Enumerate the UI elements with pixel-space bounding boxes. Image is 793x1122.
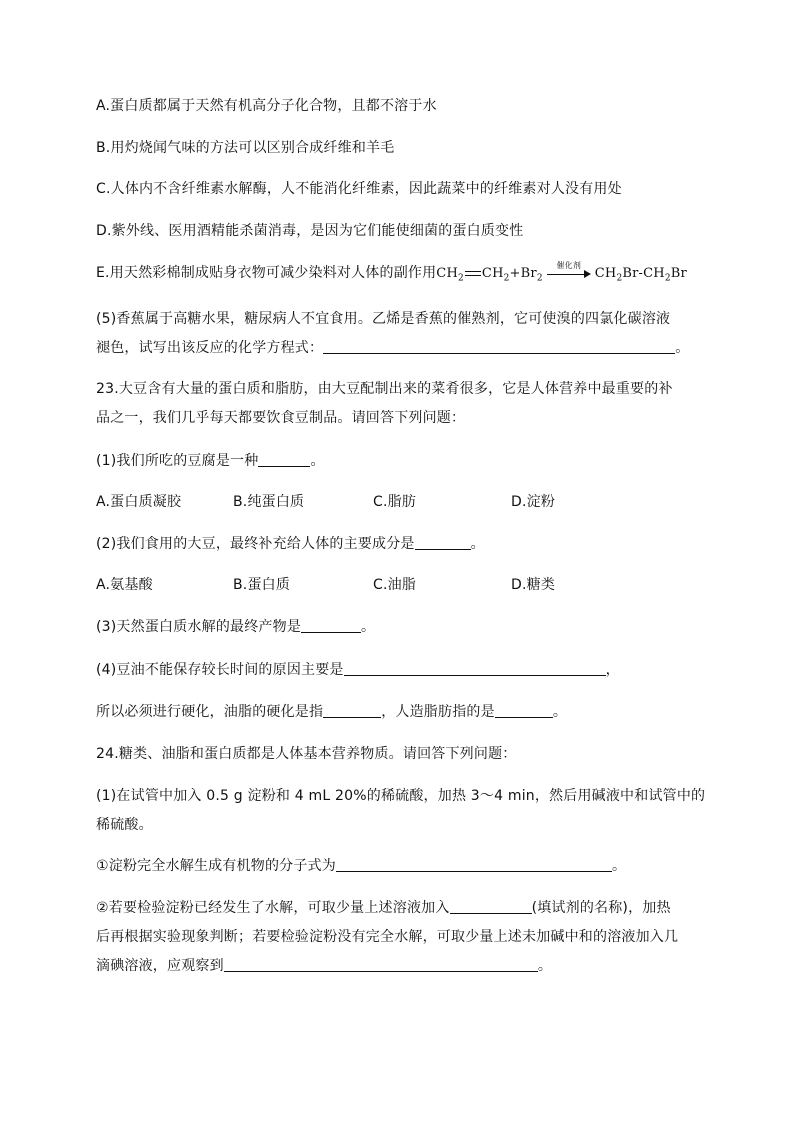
q22-5-line2 [96,338,689,358]
text: 。 [310,453,325,469]
text: (4)豆油不能保存较长时间的原因主要是 [96,662,344,678]
text: 滴碘溶液，应观察到 [96,958,224,974]
text: ， [605,662,620,678]
q22-5-line1: (5)香蕉属于高糖水果，糖尿病人不宜食用。乙烯是香蕉的催熟剂，它可使溴的四氯化碳溶液 [96,311,671,327]
q24-sub2-line3 [96,956,552,976]
q23-part2 [96,534,485,554]
q23-intro-line1: 23.大豆含有大量的蛋白质和脂肪，由大豆配制出来的菜肴很多，它是人体营养中最重要的补 [96,381,673,397]
product-part: CH [594,266,617,281]
subscript: 2 [503,273,510,284]
q23-part1-options [96,492,696,512]
option[interactable]: B.蛋白质 [233,577,291,593]
text: ①淀粉完全水解生成有机物的分子式为 [96,858,336,874]
text: 。 [552,704,568,720]
product-part: Br [670,266,687,281]
double-bond-icon [465,263,481,283]
subscript: 2 [536,273,543,284]
answer-blank[interactable] [495,703,553,718]
option[interactable]: C.脂肪 [373,494,417,510]
text: ，人造脂肪指的是 [381,704,495,720]
answer-blank[interactable] [450,899,532,914]
answer-blank[interactable] [301,618,361,633]
catalyst-label: 催化剂 [556,261,582,270]
chemical-equation [436,261,687,284]
text: (2)我们食用的大豆，最终补充给人体的主要成分是 [96,536,415,552]
answer-blank[interactable] [323,339,675,354]
reaction-arrow-icon [547,263,591,283]
subscript: 2 [616,273,623,284]
q24-sub1 [96,856,626,876]
q24-part1-line1: (1)在试管中加入 0.5 g 淀粉和 4 mL 20%的稀硫酸，加热 3～4 min，然后用碱液中和试管中的 [96,788,706,804]
answer-blank[interactable] [344,661,606,676]
answer-blank[interactable] [224,957,538,972]
reactant-ch2-a: CH [436,266,458,281]
text: 褪色，试写出该反应的化学方程式： [96,340,324,356]
answer-blank[interactable] [336,857,612,872]
option[interactable]: C.油脂 [373,577,417,593]
reactant-br2: Br [520,266,537,281]
q22-option-b: B.用灼烧闻气味的方法可以区别合成纤维和羊毛 [96,140,395,156]
option-e-text: E.用天然彩棉制成贴身衣物可减少染料对人体的副作用 [96,265,437,281]
q22-option-a: A.蛋白质都属于天然有机高分子化合物，且都不溶于水 [96,98,437,114]
option[interactable]: D.淀粉 [511,494,556,510]
subscript: 2 [457,273,464,284]
text: 所以必须进行硬化，油脂的硬化是指 [96,704,324,720]
text: 。 [611,858,627,874]
text: 。 [537,958,553,974]
q24-part1-line2: 稀硫酸。 [96,817,153,833]
q22-option-c: C.人体内不含纤维素水解酶，人不能消化纤维素，因此蔬菜中的纤维素对人没有用处 [96,181,622,197]
q24-intro: 24.糖类、油脂和蛋白质都是人体基本营养物质。请回答下列问题： [96,746,517,762]
answer-blank[interactable] [415,535,471,550]
q22-option-d: D.紫外线、医用酒精能杀菌消毒，是因为它们能使细菌的蛋白质变性 [96,223,524,239]
text: (填试剂的名称)，加热 [531,900,671,916]
q23-part3 [96,617,375,637]
option[interactable]: B.纯蛋白质 [233,494,305,510]
option[interactable]: A.氨基酸 [96,577,153,593]
text: 。 [361,619,376,635]
q23-part4-b [96,702,567,722]
q23-part2-options [96,575,696,595]
option[interactable]: A.蛋白质凝胶 [96,494,182,510]
answer-blank[interactable] [323,703,381,718]
plus-sign: + [509,266,521,281]
text: 。 [675,340,690,356]
subscript: 2 [664,273,671,284]
reactant-ch2-b: CH [481,266,504,281]
option[interactable]: D.糖类 [511,577,556,593]
text: 。 [470,536,485,552]
q23-part4 [96,660,620,680]
product-part: Br-CH [622,266,665,281]
q22-option-e [96,263,687,289]
text: (3)天然蛋白质水解的最终产物是 [96,619,302,635]
text: ②若要检验淀粉已经发生了水解，可取少量上述溶液加入 [96,900,450,916]
q23-part1 [96,451,325,471]
q24-sub2-line1 [96,898,671,918]
q23-intro-line2: 品之一，我们几乎每天都要饮食豆制品。请回答下列问题： [96,410,466,426]
answer-blank[interactable] [258,452,310,467]
text: (1)我们所吃的豆腐是一种 [96,453,259,469]
q24-sub2-line2: 后再根据实验现象判断；若要检验淀粉没有完全水解，可取少量上述未加碱中和的溶液加入几 [96,929,679,945]
